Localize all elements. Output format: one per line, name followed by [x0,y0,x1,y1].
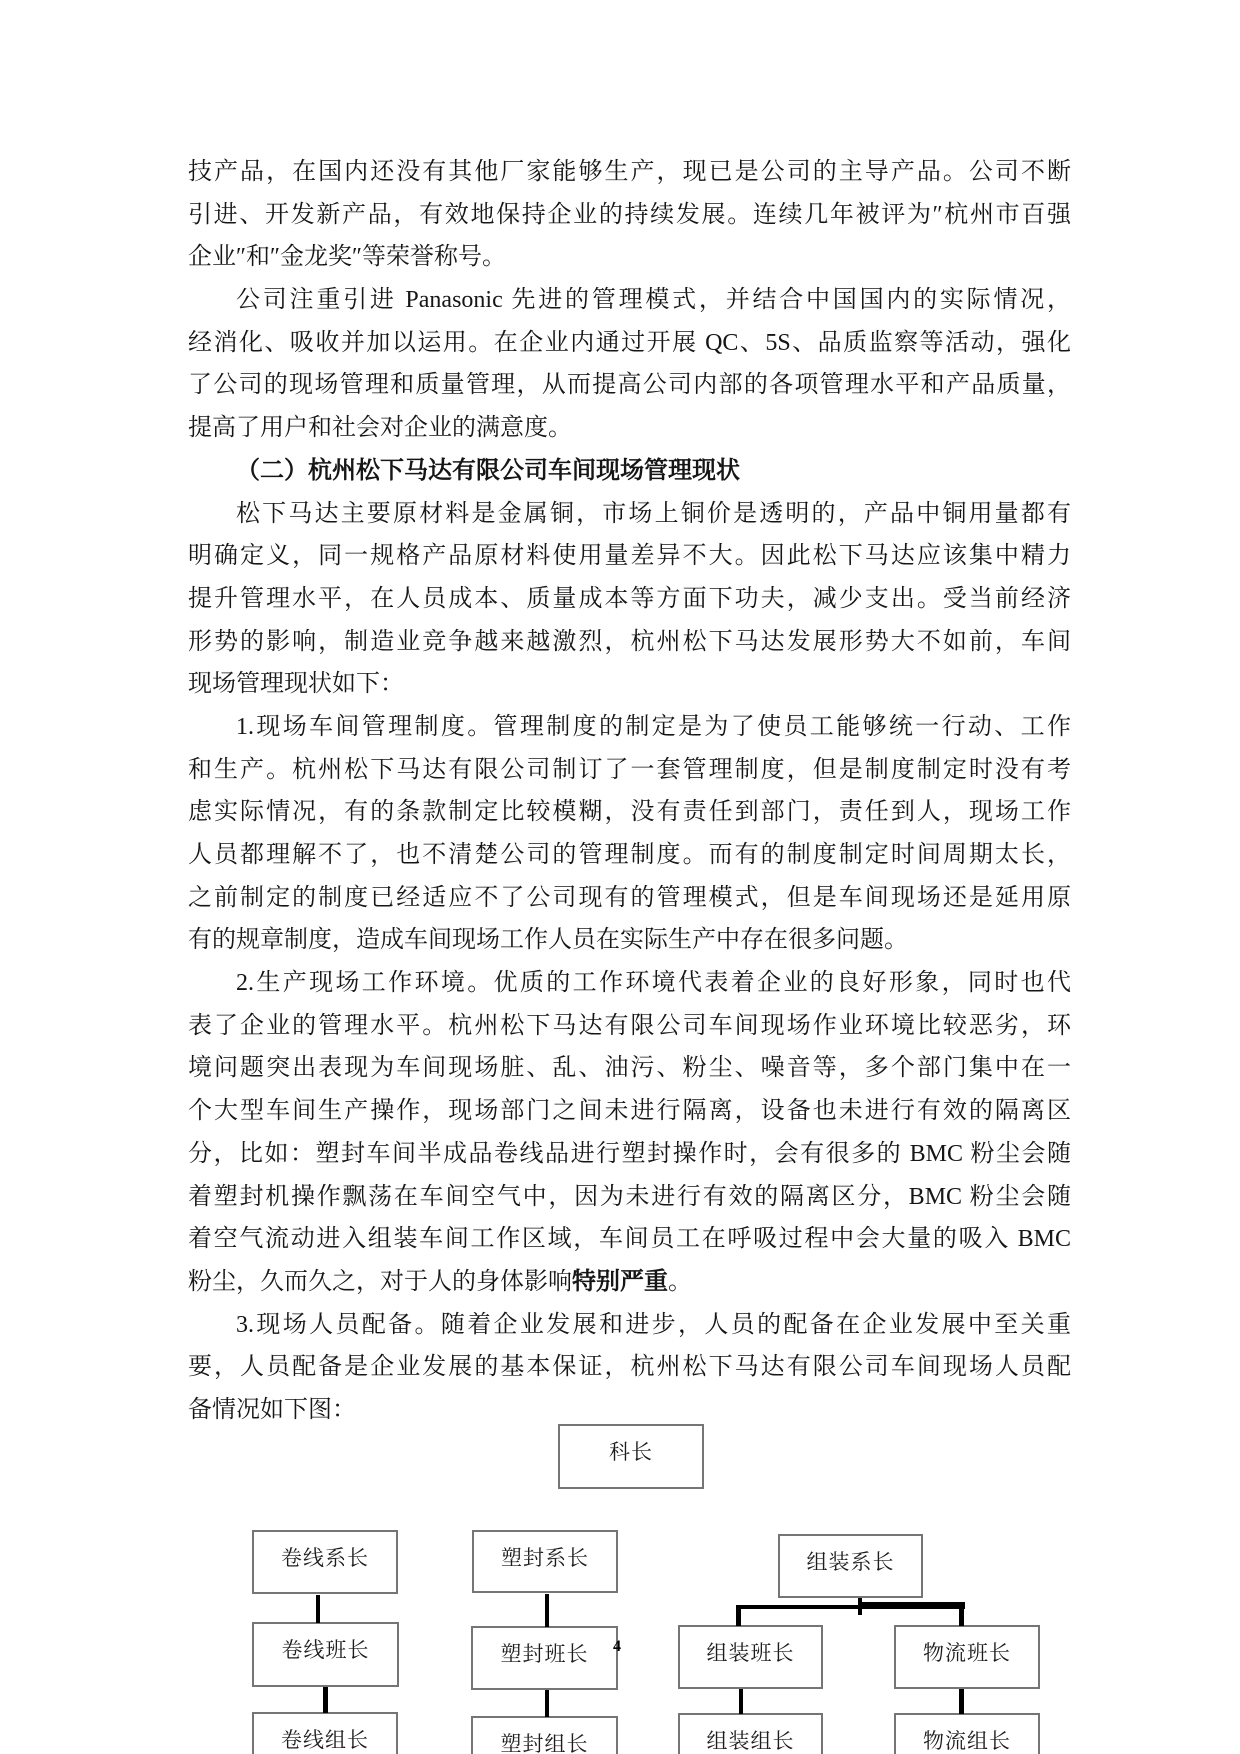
text-line: 虑实际情况，有的条款制定比较模糊，没有责任到部门，责任到人，现场工作 [188,799,1071,825]
text-line: 明确定义，同一规格产品原材料使用量差异不大。因此松下马达应该集中精力 [188,543,1071,569]
text-line: 经消化、吸收并加以运用。在企业内通过开展 QC、5S、品质监察等活动，强化 [188,330,1071,356]
org-chart-connector [959,1605,964,1626]
org-chart-node: 塑封班长 [471,1626,618,1690]
org-chart-node: 卷线组长 [252,1712,398,1754]
org-chart-connector [959,1689,964,1714]
text-line: 引进、开发新产品，有效地保持企业的持续发展。连续几年被评为″杭州市百强 [188,202,1071,228]
text-line: 粉尘，久而久之，对于人的身体影响特别严重。 [188,1269,692,1295]
emphasized-text: 特别严重 [572,1269,668,1295]
org-chart-connector [862,1602,965,1608]
text-line: 企业″和″金龙奖″等荣誉称号。 [188,244,506,270]
text-line: 提高了用户和社会对企业的满意度。 [188,415,572,441]
text-line: 和生产。杭州松下马达有限公司制订了一套管理制度，但是制度制定时没有考 [188,757,1071,783]
org-chart-connector [323,1687,328,1713]
org-chart-connector [739,1689,743,1714]
text-line: 1.现场车间管理制度。管理制度的制定是为了使员工能够统一行动、工作 [236,714,1071,740]
text-line: 着空气流动进入组装车间工作区域，车间员工在呼吸过程中会大量的吸入 BMC [188,1226,1071,1252]
text-line: 人员都理解不了，也不清楚公司的管理制度。而有的制度制定时间周期太长， [188,842,1071,868]
org-chart-connector [545,1594,549,1627]
text-line: 现场管理现状如下： [188,671,404,697]
section-heading: （二）杭州松下马达有限公司车间现场管理现状 [236,458,740,484]
text-line: 有的规章制度，造成车间现场工作人员在实际生产中存在很多问题。 [188,927,908,953]
org-chart-connector [736,1605,741,1626]
text-line: 着塑封机操作飘荡在车间空气中，因为未进行有效的隔离区分，BMC 粉尘会随 [188,1184,1071,1210]
text-line: 分，比如：塑封车间半成品卷线品进行塑封操作时，会有很多的 BMC 粉尘会随 [188,1141,1071,1167]
text-line: 提升管理水平，在人员成本、质量成本等方面下功夫，减少支出。受当前经济 [188,586,1071,612]
org-chart-connector [545,1690,549,1717]
text-line: 个大型车间生产操作，现场部门之间未进行隔离，设备也未进行有效的隔离区 [188,1098,1071,1124]
org-chart-node: 组装系长 [778,1534,923,1598]
text-line: 公司注重引进 Panasonic 先进的管理模式，并结合中国国内的实际情况， [236,287,1071,313]
page-number: 4 [613,1638,621,1655]
org-chart-connector [316,1595,320,1623]
text-line: 2.生产现场工作环境。优质的工作环境代表着企业的良好形象，同时也代 [236,970,1071,996]
org-chart-node: 卷线班长 [252,1622,399,1687]
text-line: 松下马达主要原材料是金属铜，市场上铜价是透明的，产品中铜用量都有 [236,501,1071,527]
text-line: 表了企业的管理水平。杭州松下马达有限公司车间现场作业环境比较恶劣，环 [188,1013,1071,1039]
org-chart-node: 物流班长 [894,1625,1040,1689]
org-chart-node: 组装班长 [678,1625,823,1689]
text-line: 之前制定的制度已经适应不了公司现有的管理模式，但是车间现场还是延用原 [188,885,1071,911]
text-line: 形势的影响，制造业竞争越来越激烈，杭州松下马达发展形势大不如前，车间 [188,629,1071,655]
org-chart-node: 卷线系长 [252,1530,398,1594]
text-line: 技产品，在国内还没有其他厂家能够生产，现已是公司的主导产品。公司不断 [188,159,1071,185]
text-line: 境问题突出表现为车间现场脏、乱、油污、粉尘、噪音等，多个部门集中在一 [188,1055,1071,1081]
org-chart-node: 塑封系长 [472,1530,618,1593]
text-line: 备情况如下图： [188,1397,356,1423]
text-line: 要，人员配备是企业发展的基本保证，杭州松下马达有限公司车间现场人员配 [188,1354,1071,1380]
org-chart-node: 物流组长 [894,1713,1040,1754]
org-chart-node: 塑封组长 [471,1716,618,1754]
org-chart-node: 组装组长 [678,1713,823,1754]
text-line: 了公司的现场管理和质量管理，从而提高公司内部的各项管理水平和产品质量， [188,372,1071,398]
org-chart-node: 科长 [558,1424,704,1489]
text-line: 3.现场人员配备。随着企业发展和进步，人员的配备在企业发展中至关重 [236,1312,1071,1338]
